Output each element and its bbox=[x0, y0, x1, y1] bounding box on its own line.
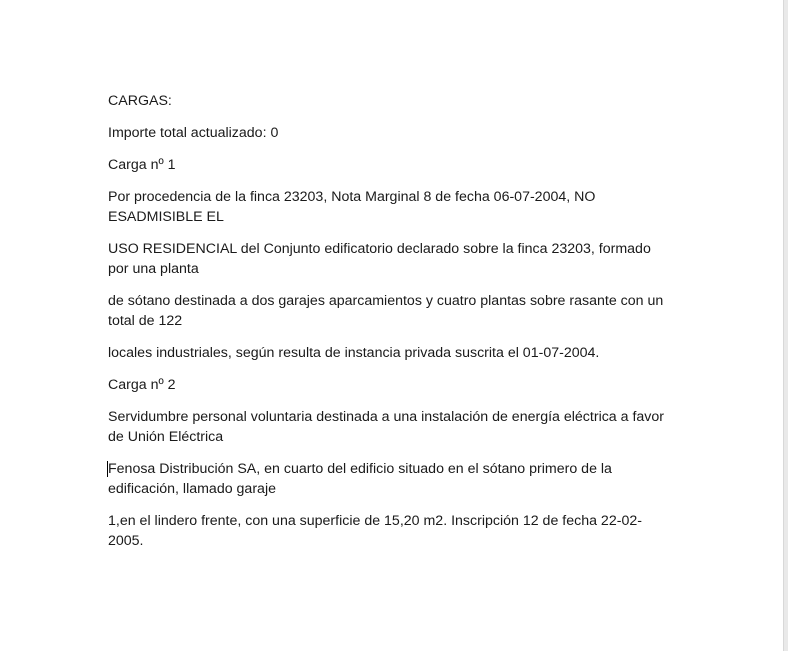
charge-1-heading: Carga nº 1 bbox=[108, 157, 176, 173]
total-amount-line: Importe total actualizado: 0 bbox=[108, 125, 279, 141]
charge-2-heading: Carga nº 2 bbox=[108, 377, 176, 393]
charge-2-paragraph-text: Fenosa Distribución SA, en cuarto del edificio situado en el sótano primero de la edificación, llamado garaje bbox=[108, 461, 612, 497]
charge-2-paragraph: Servidumbre personal voluntaria destinada a una instalación de energía eléctrica a favor de Unión Eléctrica bbox=[108, 409, 665, 445]
charge-2-paragraph: 1,en el lindero frente, con una superficie de 15,20 m2. Inscripción 12 de fecha 22-02-2005. bbox=[108, 513, 642, 549]
charge-1-paragraph: USO RESIDENCIAL del Conjunto edificatorio declarado sobre la finca 23203, formado por una planta bbox=[108, 241, 651, 277]
charge-1-paragraph: locales industriales, según resulta de instancia privada suscrita el 01-07-2004. bbox=[108, 345, 600, 361]
charge-1-paragraph: de sótano destinada a dos garajes aparcamientos y cuatro plantas sobre rasante con un total de 122 bbox=[108, 293, 664, 329]
text-cursor bbox=[107, 461, 108, 477]
section-heading-cargas: CARGAS: bbox=[108, 93, 172, 109]
charge-2-paragraph-with-caret bbox=[108, 459, 670, 499]
charge-1-paragraph: Por procedencia de la finca 23203, Nota Marginal 8 de fecha 06-07-2004, NO ESADMISIBLE EL bbox=[108, 189, 596, 225]
window-right-border bbox=[783, 0, 788, 651]
document-body[interactable] bbox=[108, 91, 670, 563]
